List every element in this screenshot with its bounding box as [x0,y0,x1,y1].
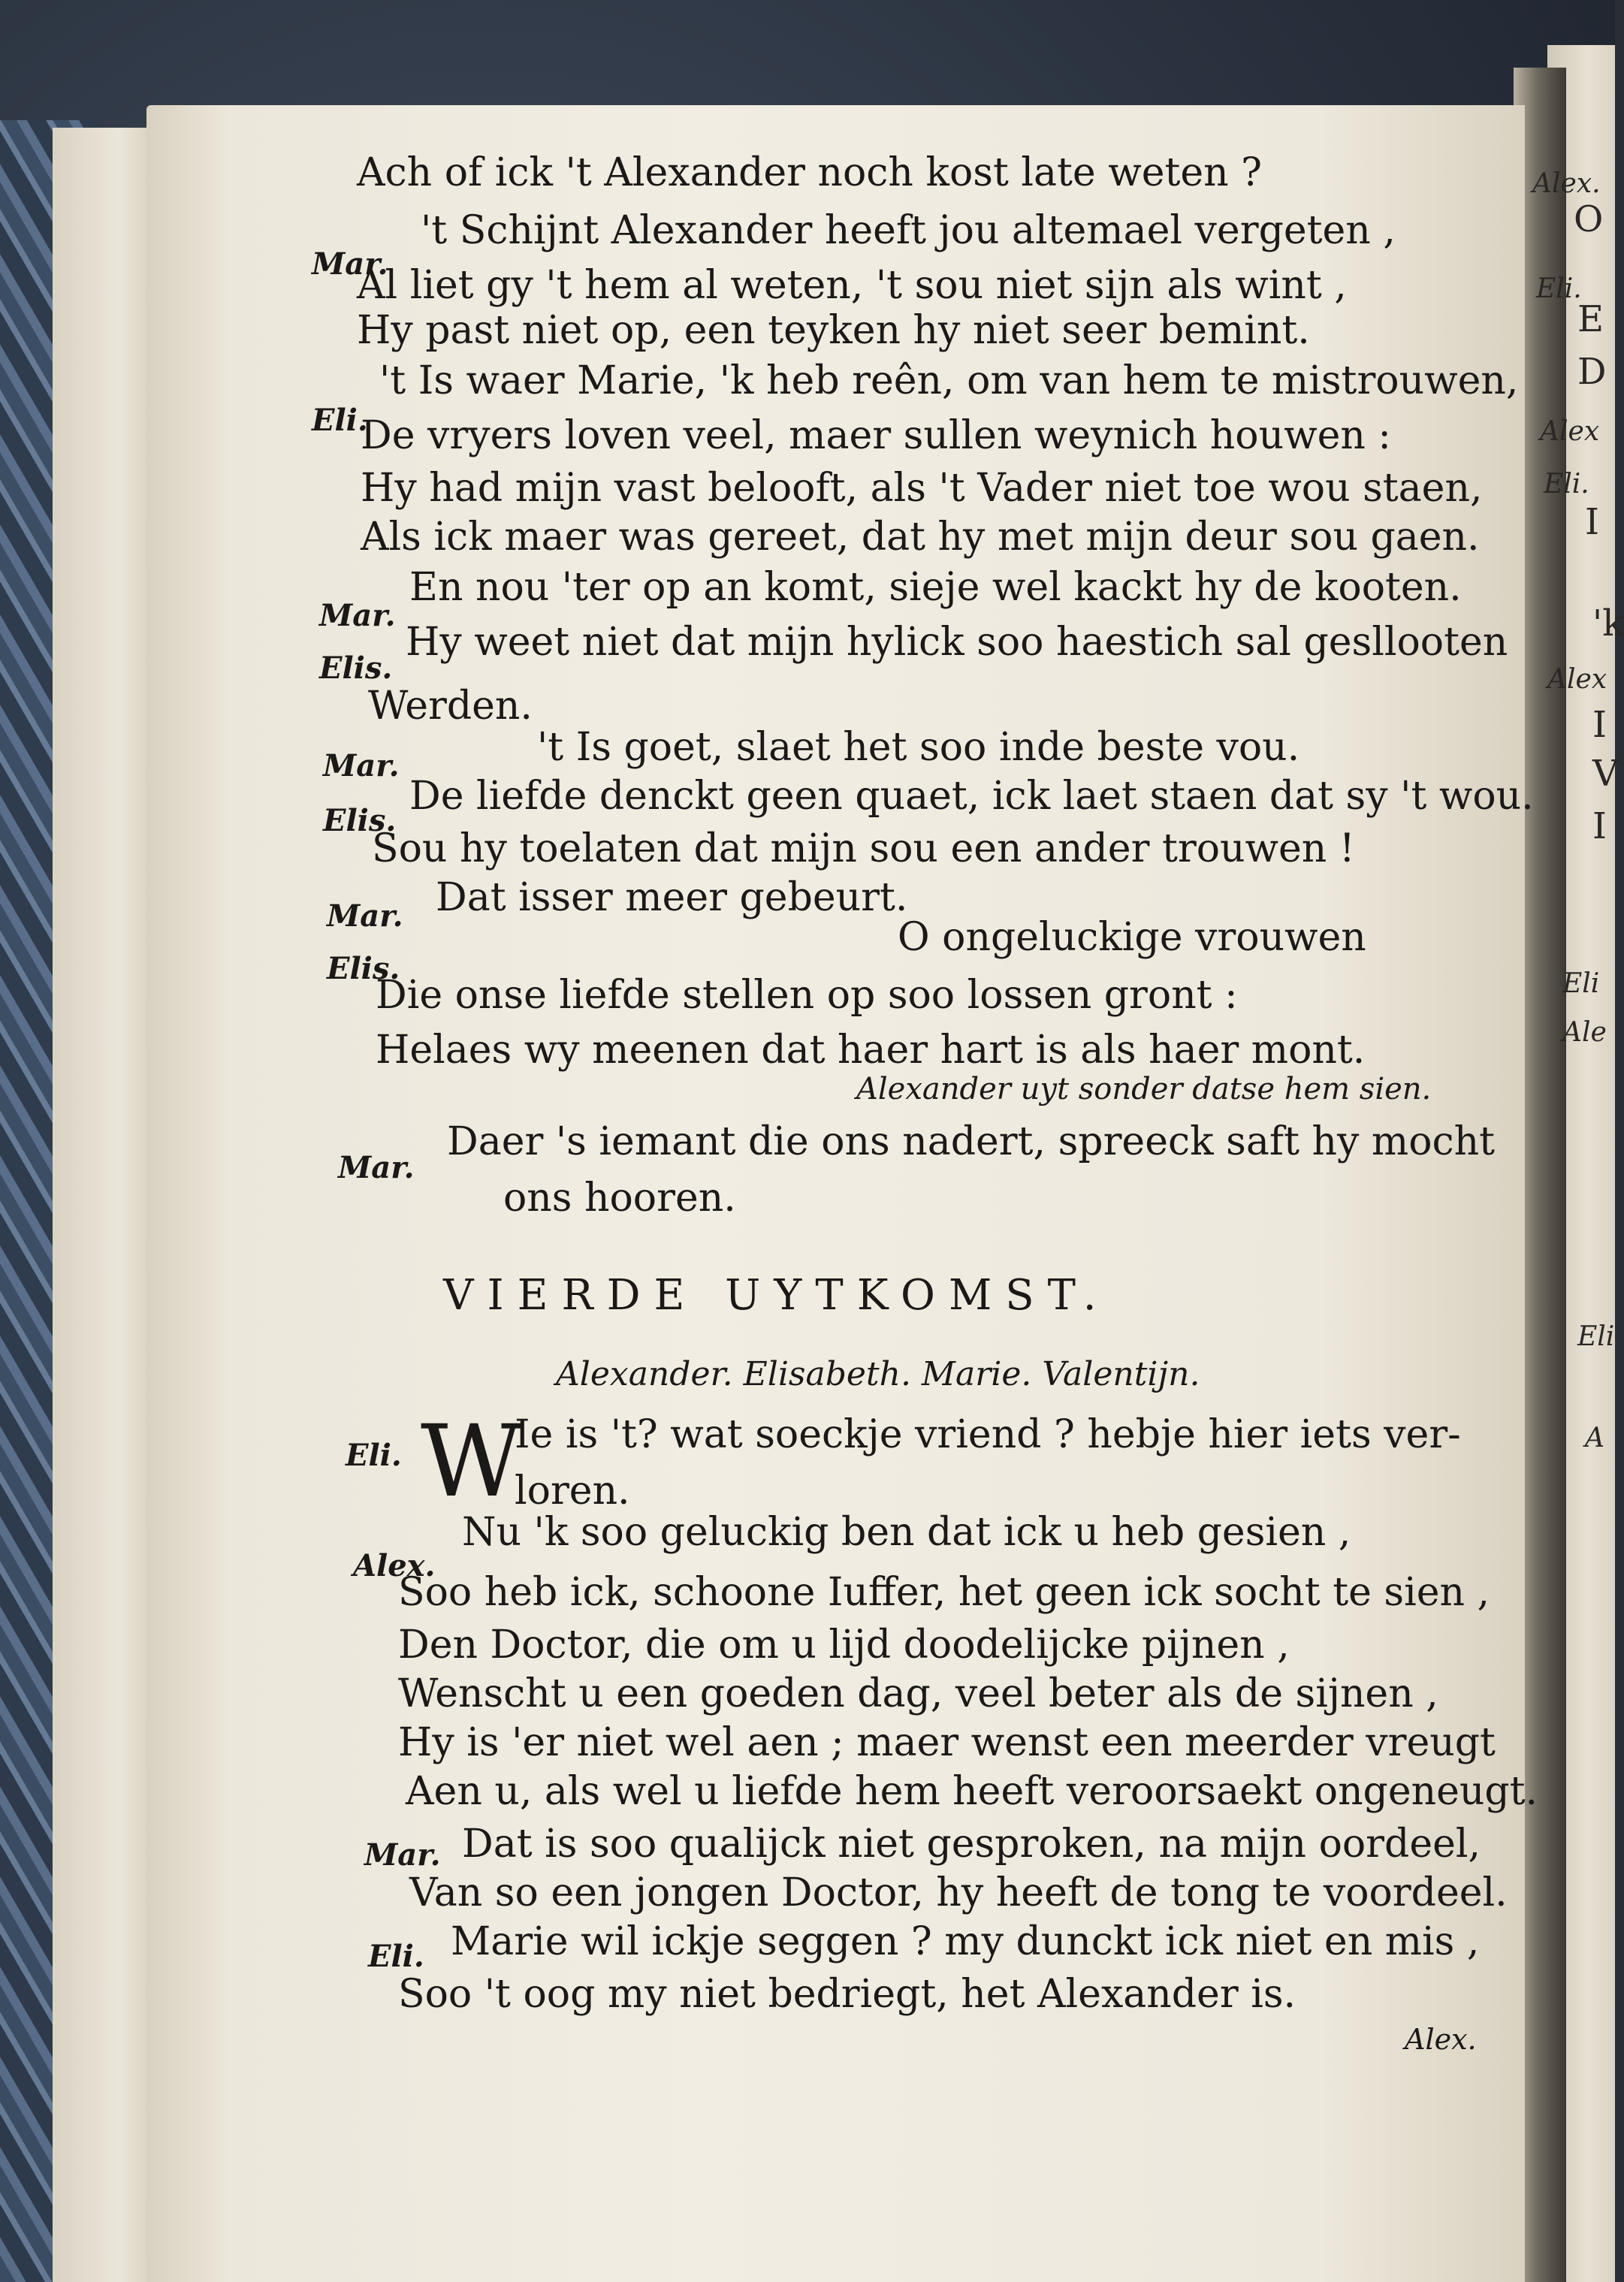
facing-fragment: Eli. [1544,469,1589,500]
verse-line: Van so een jongen Doctor, hy heeft de tong te voordeel. [409,1870,1508,1915]
verse-line: Hy had mijn vast belooft, als 't Vader niet toe wou staen, [361,466,1483,511]
verse-line: Daer 's iemant die ons nadert, spreeck saft hy mocht [447,1119,1496,1164]
verse-line: Hy is 'er niet wel aen ; maer wenst een meerder vreugt [398,1720,1496,1765]
scene-heading: VIERDE UYTKOMST. [443,1271,1110,1320]
facing-fragment: A [1585,1423,1604,1453]
verse-line: Dat is soo qualijck niet gesproken, na mijn oordeel, [462,1822,1481,1867]
facing-fragment: I [1592,805,1607,847]
character-list: Alexander. Elisabeth. Marie. Valentijn. [556,1355,1200,1393]
verse-line: Den Doctor, die om u lijd doodelijcke pijnen , [398,1622,1290,1668]
speaker-label: Mar. [319,598,396,633]
facing-fragment: Eli. [1536,273,1582,304]
verse-line: 't Is waer Marie, 'k heb reên, om van hem te mistrouwen, [379,358,1519,403]
speaker-label: Mar. [323,748,400,783]
facing-fragment: I [1585,501,1599,543]
verse-line: Soo 't oog my niet bedriegt, het Alexander is. [398,1972,1296,2017]
verse-line: Als ick maer was gereet, dat hy met mijn deur sou gaen. [361,515,1480,560]
verse-line: 't Is goet, slaet het soo inde beste vou. [537,725,1300,770]
facing-fragment: O [1574,198,1604,240]
verse-line: Marie wil ickje seggen ? my dunckt ick niet en mis , [451,1919,1480,1964]
verse-line: Hy past niet op, een teyken hy niet seer bemint. [357,308,1310,353]
speaker-label: Elis. [319,650,393,686]
verse-line: Nu 'k soo geluckig ben dat ick u heb gesien , [462,1510,1351,1555]
verse-line: Soo heb ick, schoone Iuffer, het geen ick socht te sien , [398,1570,1490,1615]
facing-fragment: E [1577,298,1604,340]
facing-fragment: V [1592,753,1619,795]
verse-line: En nou 'ter op an komt, sieje wel kackt hy de kooten. [409,565,1462,610]
verse-line: Wenscht u een goeden dag, veel beter als de sijnen , [398,1671,1438,1716]
verse-line: Sou hy toelaten dat mijn sou een ander trouwen ! [372,826,1355,871]
facing-fragment: 'k [1592,602,1624,644]
speaker-label: Mar. [364,1837,441,1873]
verse-line: Hy weet niet dat mijn hylick soo haestich sal gesllooten [406,620,1508,665]
speaker-label: Eli. [346,1438,402,1473]
verse-line: De liefde denckt geen quaet, ick laet staen dat sy 't wou. [409,774,1534,819]
speaker-label: Alex. [353,1548,436,1583]
speaker-label: Elis. [327,951,400,986]
facing-fragment: Eli [1562,968,1600,999]
verse-line: loren. [515,1469,630,1514]
verse-line: Ach of ick 't Alexander noch kost late weten ? [357,150,1263,195]
verse-line: O ongeluckige vrouwen [898,915,1366,960]
verse-line: Dat isser meer gebeurt. [436,875,908,920]
stage-direction: Alexander uyt sonder datse hem sien. [856,1072,1432,1106]
speaker-label: Elis. [323,803,397,838]
facing-fragment: Alex [1547,664,1607,695]
verse-line: Al liet gy 't hem al weten, 't sou niet sijn als wint , [357,263,1347,308]
verse-line: Ie is 't? wat soeckje vriend ? hebje hier iets ver- [515,1412,1461,1457]
speaker-label: Eli. [368,1939,424,1974]
verse-line: Die onse liefde stellen op soo lossen gront : [376,973,1238,1018]
verse-line: ons hooren. [503,1176,736,1221]
speaker-label: Mar. [327,898,403,934]
verse-line: 't Schijnt Alexander heeft jou altemael vergeten , [421,208,1396,253]
verse-line: De vryers loven veel, maer sullen weynich houwen : [361,413,1391,458]
catchword: Alex. [1405,2023,1477,2056]
facing-fragment: D [1577,351,1607,393]
facing-fragment: Ale [1562,1017,1607,1048]
drop-cap: W [421,1404,523,1520]
facing-fragment: Alex. [1532,168,1601,199]
facing-fragment: Eli [1577,1321,1615,1352]
speaker-label: Mar. [312,246,388,282]
verse-line: Helaes wy meenen dat haer hart is als haer mont. [376,1028,1366,1073]
speaker-label: Eli. [312,403,368,438]
facing-fragment: I [1592,704,1607,746]
verse-line: Aen u, als wel u liefde hem heeft veroorsaekt ongeneugt. [406,1769,1538,1814]
speaker-label: Mar. [338,1150,415,1185]
facing-fragment: Alex [1540,416,1600,447]
verse-line: Werden. [368,684,533,729]
